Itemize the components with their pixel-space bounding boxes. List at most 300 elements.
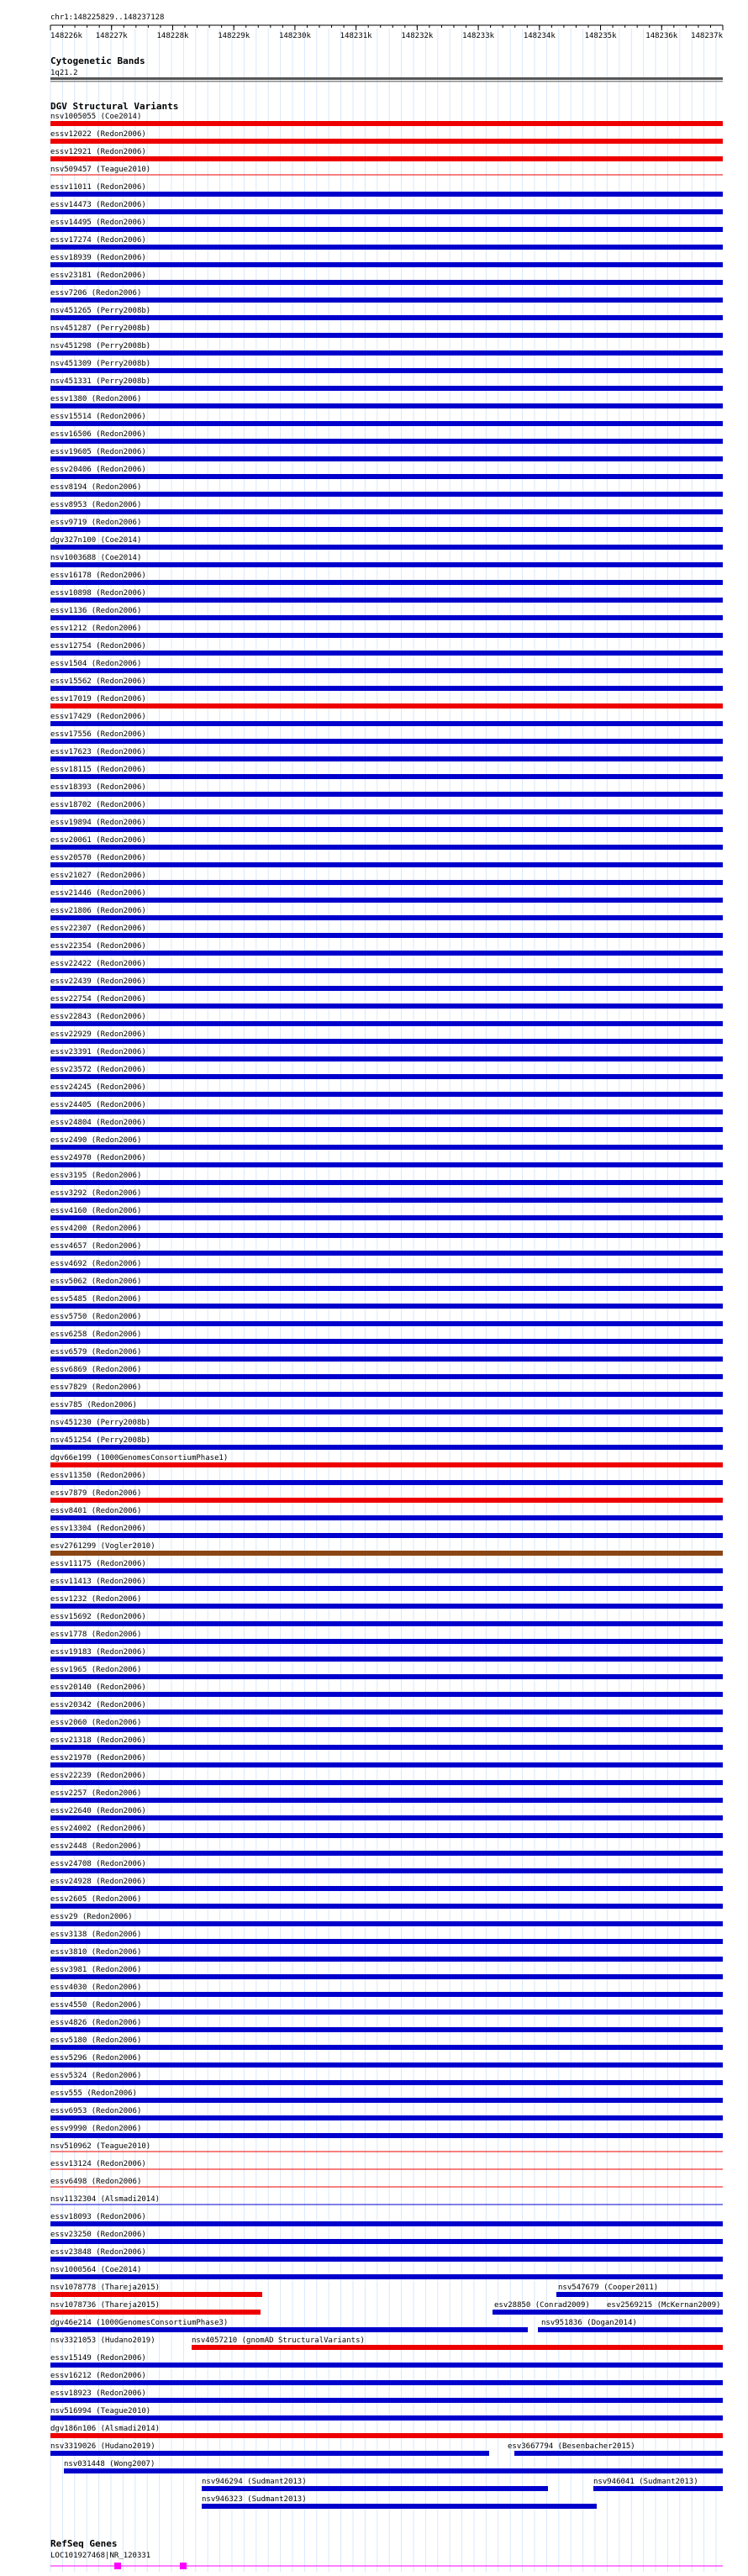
dgv-track-title: DGV Structural Variants xyxy=(50,101,179,112)
variant-bar[interactable] xyxy=(50,2310,261,2315)
variant-label: nsv451287 (Perry2008b) xyxy=(50,324,151,333)
variant-bar[interactable] xyxy=(593,2486,723,2491)
variant-label: essv4826 (Redon2006) xyxy=(50,2019,142,2027)
variant-bar[interactable] xyxy=(50,1851,723,1856)
variant-bar[interactable] xyxy=(202,2486,548,2491)
variant-label: essv18093 (Redon2006) xyxy=(50,2213,146,2221)
variant-label: dgv46e214 (1000GenomesConsortiumPhase3) xyxy=(50,2319,229,2327)
variant-label: essv4030 (Redon2006) xyxy=(50,1983,142,1992)
variant-label: nsv946294 (Sudmant2013) xyxy=(202,2478,307,2486)
variant-bar[interactable] xyxy=(192,2345,723,2350)
variant-label: essv17429 (Redon2006) xyxy=(50,713,146,721)
ruler-tick-label: 148235k xyxy=(584,32,617,40)
variant-label: essv5485 (Redon2006) xyxy=(50,1295,142,1304)
variant-bar[interactable] xyxy=(50,2398,723,2403)
variant-bar[interactable] xyxy=(50,403,723,408)
variant-label: essv22439 (Redon2006) xyxy=(50,977,146,986)
variant-bar[interactable] xyxy=(50,1957,723,1962)
variant-label: essv14473 (Redon2006) xyxy=(50,201,146,209)
variant-label: dgv66e199 (1000GenomesConsortiumPhase1) xyxy=(50,1454,229,1462)
variant-bar[interactable] xyxy=(50,1092,723,1097)
variant-label: essv20140 (Redon2006) xyxy=(50,1683,146,1692)
variant-label: nsv451265 (Perry2008b) xyxy=(50,307,151,315)
variant-bar[interactable] xyxy=(50,1074,723,1079)
variant-label: essv20406 (Redon2006) xyxy=(50,466,146,474)
variant-bar[interactable] xyxy=(50,809,723,814)
variant-label: essv4200 (Redon2006) xyxy=(50,1225,142,1233)
variant-label: nsv451309 (Perry2008b) xyxy=(50,360,151,368)
variant-label: essv12022 (Redon2006) xyxy=(50,130,146,139)
variant-label: essv19894 (Redon2006) xyxy=(50,819,146,827)
variant-label: essv15562 (Redon2006) xyxy=(50,677,146,686)
variant-label: essv8194 (Redon2006) xyxy=(50,483,142,492)
variant-bar[interactable] xyxy=(50,280,723,285)
variant-label: essv6953 (Redon2006) xyxy=(50,2107,142,2115)
variant-bar[interactable] xyxy=(50,862,723,867)
cytoband-bar[interactable] xyxy=(50,77,723,80)
variant-label: essv18393 (Redon2006) xyxy=(50,783,146,792)
ruler-tick-label: 148237k xyxy=(691,32,723,40)
variant-bar[interactable] xyxy=(50,509,723,514)
variant-label: essv1380 (Redon2006) xyxy=(50,395,142,403)
variant-bar[interactable] xyxy=(50,209,723,214)
variant-label: essv21970 (Redon2006) xyxy=(50,1754,146,1762)
variant-bar[interactable] xyxy=(50,1886,723,1891)
variant-label: essv5324 (Redon2006) xyxy=(50,2072,142,2080)
variant-bar[interactable] xyxy=(50,615,723,620)
variant-label: essv23572 (Redon2006) xyxy=(50,1066,146,1074)
variant-label: essv1232 (Redon2006) xyxy=(50,1595,142,1604)
variant-label: essv17623 (Redon2006) xyxy=(50,748,146,756)
variant-label: essv13124 (Redon2006) xyxy=(50,2160,146,2168)
variant-bar[interactable] xyxy=(50,1004,723,1009)
variant-bar[interactable] xyxy=(50,1268,723,1273)
variant-bar[interactable] xyxy=(493,2310,723,2315)
variant-bar[interactable] xyxy=(50,2363,723,2368)
variant-label: essv8401 (Redon2006) xyxy=(50,1507,142,1515)
variant-bar[interactable] xyxy=(50,1674,723,1679)
variant-bar[interactable] xyxy=(50,262,723,267)
variant-bar[interactable] xyxy=(50,1709,723,1715)
variant-label: essv12921 (Redon2006) xyxy=(50,148,146,156)
variant-label: essv5180 (Redon2006) xyxy=(50,2036,142,2045)
variant-bar[interactable] xyxy=(50,1692,723,1697)
cytoband-track-title: Cytogenetic Bands xyxy=(50,55,145,66)
variant-label: nsv031448 (Wong2007) xyxy=(64,2460,155,2468)
variant-label: essv22843 (Redon2006) xyxy=(50,1013,146,1021)
variant-bar[interactable] xyxy=(50,562,723,567)
variant-bar[interactable] xyxy=(50,1056,723,1061)
variant-bar[interactable] xyxy=(50,2327,528,2332)
variant-bar[interactable] xyxy=(50,386,723,391)
variant-bar[interactable] xyxy=(50,1162,723,1167)
variant-label: essv11413 (Redon2006) xyxy=(50,1578,146,1586)
variant-label: essv22239 (Redon2006) xyxy=(50,1772,146,1780)
variant-bar[interactable] xyxy=(50,721,723,726)
variant-bar[interactable] xyxy=(50,1939,723,1944)
variant-bar[interactable] xyxy=(50,1021,723,1026)
variant-bar[interactable] xyxy=(50,1409,723,1414)
variant-bar[interactable] xyxy=(50,1639,723,1644)
variant-label: essv14495 (Redon2006) xyxy=(50,219,146,227)
variant-bar[interactable] xyxy=(50,1604,723,1609)
variant-label: essv21446 (Redon2006) xyxy=(50,889,146,898)
variant-bar[interactable] xyxy=(50,245,723,250)
ruler-tick-label: 148232k xyxy=(401,32,434,40)
variant-bar[interactable] xyxy=(50,1180,723,1185)
variant-label: nsv451254 (Perry2008b) xyxy=(50,1436,151,1445)
variant-bar[interactable] xyxy=(50,1233,723,1238)
variant-bar[interactable] xyxy=(50,1215,723,1220)
variant-bar[interactable] xyxy=(50,1356,723,1362)
variant-label: nsv547679 (Cooper2011) xyxy=(558,2284,659,2292)
variant-label: essv6258 (Redon2006) xyxy=(50,1330,142,1339)
variant-bar[interactable] xyxy=(50,2257,723,2262)
variant-bar[interactable] xyxy=(50,298,723,303)
variant-bar[interactable] xyxy=(50,368,723,373)
ruler-tick-label: 148228k xyxy=(156,32,189,40)
variant-bar[interactable] xyxy=(50,845,723,850)
variant-bar[interactable] xyxy=(50,1921,723,1926)
variant-bar[interactable] xyxy=(50,1833,723,1838)
variant-label: essv20061 (Redon2006) xyxy=(50,836,146,845)
variant-label: essv18115 (Redon2006) xyxy=(50,766,146,774)
variant-label: nsv3321053 (Hudano2019) xyxy=(50,2336,155,2345)
variant-bar[interactable] xyxy=(50,686,723,691)
variant-bar[interactable] xyxy=(50,774,723,779)
variant-bar[interactable] xyxy=(50,827,723,832)
variant-bar[interactable] xyxy=(50,1039,723,1044)
variant-label: essv24245 (Redon2006) xyxy=(50,1083,146,1092)
variant-bar[interactable] xyxy=(50,315,723,320)
variant-label: essv29 (Redon2006) xyxy=(50,1913,133,1921)
variant-bar[interactable] xyxy=(50,1657,723,1662)
variant-label: essv22354 (Redon2006) xyxy=(50,942,146,951)
variant-bar[interactable] xyxy=(50,139,723,144)
variant-bar[interactable] xyxy=(50,1339,723,1344)
variant-bar[interactable] xyxy=(50,2433,723,2438)
refseq-exon[interactable] xyxy=(114,2563,121,2569)
variant-bar[interactable] xyxy=(50,1321,723,1326)
variant-bar[interactable] xyxy=(50,1798,723,1803)
variant-bar[interactable] xyxy=(50,1533,723,1538)
variant-label: essv2060 (Redon2006) xyxy=(50,1719,142,1727)
variant-bar[interactable] xyxy=(50,2045,723,2050)
variant-bar[interactable] xyxy=(50,1392,723,1397)
variant-label: essv785 (Redon2006) xyxy=(50,1401,137,1409)
variant-bar[interactable] xyxy=(538,2327,723,2332)
cytoband-bar-outline xyxy=(50,81,723,82)
variant-label: dgv327n100 (Coe2014) xyxy=(50,536,142,545)
variant-bar[interactable] xyxy=(50,421,723,426)
variant-bar[interactable] xyxy=(50,1427,723,1432)
variant-label: nsv946041 (Sudmant2013) xyxy=(593,2478,698,2486)
variant-bar[interactable] xyxy=(50,545,723,550)
variant-label: essv23391 (Redon2006) xyxy=(50,1048,146,1056)
variant-label: essv11011 (Redon2006) xyxy=(50,183,146,192)
variant-bar[interactable] xyxy=(50,1992,723,1997)
variant-bar[interactable] xyxy=(50,2415,723,2421)
variant-label: essv21027 (Redon2006) xyxy=(50,872,146,880)
variant-label: essv21806 (Redon2006) xyxy=(50,907,146,915)
variant-label: essv6579 (Redon2006) xyxy=(50,1348,142,1356)
variant-bar[interactable] xyxy=(50,898,723,903)
variant-bar[interactable] xyxy=(50,1780,723,1785)
variant-bar[interactable] xyxy=(50,1727,723,1732)
variant-bar[interactable] xyxy=(50,1304,723,1309)
variant-label: essv20570 (Redon2006) xyxy=(50,854,146,862)
variant-label: essv1965 (Redon2006) xyxy=(50,1666,142,1674)
variant-bar[interactable] xyxy=(50,492,723,497)
variant-label: essv18702 (Redon2006) xyxy=(50,801,146,809)
variant-label: essv24928 (Redon2006) xyxy=(50,1878,146,1886)
variant-label: essv18923 (Redon2006) xyxy=(50,2389,146,2398)
variant-bar[interactable] xyxy=(50,792,723,797)
variant-label: essv11350 (Redon2006) xyxy=(50,1472,146,1480)
location-label: chr1:148225829..148237128 xyxy=(50,13,165,22)
variant-label: essv7879 (Redon2006) xyxy=(50,1489,142,1498)
variant-bar[interactable] xyxy=(50,2380,723,2385)
ruler xyxy=(50,25,724,40)
variant-bar[interactable] xyxy=(50,1198,723,1203)
variant-label: nsv1078778 (Thareja2015) xyxy=(50,2284,161,2292)
variant-label: essv1778 (Redon2006) xyxy=(50,1630,142,1639)
variant-bar[interactable] xyxy=(50,1904,723,1909)
variant-label: essv4692 (Redon2006) xyxy=(50,1260,142,1268)
variant-label: essv24708 (Redon2006) xyxy=(50,1860,146,1868)
variant-label: essv9719 (Redon2006) xyxy=(50,519,142,527)
variant-bar[interactable] xyxy=(50,933,723,938)
variant-label: essv3195 (Redon2006) xyxy=(50,1172,142,1180)
variant-label: essv2490 (Redon2006) xyxy=(50,1136,142,1145)
variant-label: nsv1005055 (Coe2014) xyxy=(50,113,142,121)
grid-lines xyxy=(50,29,716,2572)
variant-label: nsv951836 (Dogan2014) xyxy=(541,2319,637,2327)
variant-bar[interactable] xyxy=(50,2062,723,2068)
variant-bar[interactable] xyxy=(50,333,723,338)
variant-bar[interactable] xyxy=(50,1974,723,1979)
refseq-track-title: RefSeq Genes xyxy=(50,2538,118,2549)
variant-bar[interactable] xyxy=(50,668,723,673)
variant-label: esv3667794 (Besenbacher2015) xyxy=(508,2442,635,2451)
variant-bar[interactable] xyxy=(50,2274,723,2279)
variant-label: essv24970 (Redon2006) xyxy=(50,1154,146,1162)
variant-label: essv23250 (Redon2006) xyxy=(50,2231,146,2239)
variant-bar[interactable] xyxy=(50,2221,723,2226)
variant-label: essv16506 (Redon2006) xyxy=(50,430,146,439)
variant-bar[interactable] xyxy=(50,1621,723,1626)
variant-label: essv3292 (Redon2006) xyxy=(50,1189,142,1198)
variant-bar[interactable] xyxy=(50,968,723,973)
refseq-gene-label: LOC101927468|NR_120331 xyxy=(50,2552,151,2560)
ruler-tick-label: 148233k xyxy=(462,32,495,40)
variant-label: essv15514 (Redon2006) xyxy=(50,413,146,421)
variant-label: essv3810 (Redon2006) xyxy=(50,1948,142,1957)
variant-bar[interactable] xyxy=(50,1480,723,1485)
variant-label: nsv451230 (Perry2008b) xyxy=(50,1419,151,1427)
variant-bar[interactable] xyxy=(50,2292,262,2297)
variant-label: essv8953 (Redon2006) xyxy=(50,501,142,509)
variant-label: essv21318 (Redon2006) xyxy=(50,1736,146,1745)
ruler-tick-label: 148229k xyxy=(218,32,250,40)
variant-bar[interactable] xyxy=(50,633,723,638)
variant-label: essv1212 (Redon2006) xyxy=(50,624,142,633)
variant-label: essv23181 (Redon2006) xyxy=(50,271,146,280)
variant-bar[interactable] xyxy=(50,1868,723,1873)
variant-label: essv15692 (Redon2006) xyxy=(50,1613,146,1621)
variant-bar[interactable] xyxy=(50,1498,723,1503)
variant-label: nsv1132304 (Alsmadi2014) xyxy=(50,2195,161,2204)
variant-bar[interactable] xyxy=(50,1286,723,1291)
variant-label: dgv186n106 (Alsmadi2014) xyxy=(50,2425,161,2433)
variant-bar[interactable] xyxy=(50,1551,723,1556)
variant-bar[interactable] xyxy=(50,2098,723,2103)
variant-label: essv22640 (Redon2006) xyxy=(50,1807,146,1815)
variant-label: essv11175 (Redon2006) xyxy=(50,1560,146,1568)
variant-label: essv18939 (Redon2006) xyxy=(50,254,146,262)
variant-bar[interactable] xyxy=(514,2451,723,2456)
variant-label: nsv516994 (Teague2010) xyxy=(50,2407,151,2415)
variant-bar[interactable] xyxy=(50,456,723,461)
variant-bar[interactable] xyxy=(50,1251,723,1256)
variant-bar[interactable] xyxy=(50,739,723,744)
variant-label: essv24405 (Redon2006) xyxy=(50,1101,146,1109)
variant-bar[interactable] xyxy=(50,951,723,956)
variant-label: essv4657 (Redon2006) xyxy=(50,1242,142,1251)
variant-label: nsv3319026 (Hudano2019) xyxy=(50,2442,155,2451)
variant-label: essv17274 (Redon2006) xyxy=(50,236,146,245)
variant-bar[interactable] xyxy=(50,227,723,232)
variant-label: essv19605 (Redon2006) xyxy=(50,448,146,456)
variant-label: essv12754 (Redon2006) xyxy=(50,642,146,651)
variant-label: essv22929 (Redon2006) xyxy=(50,1030,146,1039)
variant-label: nsv451331 (Perry2008b) xyxy=(50,377,151,386)
dgv-track xyxy=(50,113,723,2509)
variant-bar[interactable] xyxy=(50,2027,723,2032)
variant-label: essv19183 (Redon2006) xyxy=(50,1648,146,1657)
variant-bar[interactable] xyxy=(64,2468,723,2473)
variant-bar[interactable] xyxy=(50,156,723,161)
variant-label: essv24002 (Redon2006) xyxy=(50,1825,146,1833)
variant-bar[interactable] xyxy=(50,1127,723,1132)
ruler-tick-label: 148227k xyxy=(95,32,128,40)
variant-label: essv2605 (Redon2006) xyxy=(50,1895,142,1904)
variant-bar[interactable] xyxy=(50,2451,489,2456)
variant-bar[interactable] xyxy=(50,2080,723,2085)
variant-label: essv13304 (Redon2006) xyxy=(50,1525,146,1533)
variant-label: esv2761299 (Vogler2010) xyxy=(50,1542,155,1551)
variant-label: essv7206 (Redon2006) xyxy=(50,289,142,298)
variant-label: nsv946323 (Sudmant2013) xyxy=(202,2495,307,2504)
variant-bar[interactable] xyxy=(50,915,723,920)
variant-label: essv15149 (Redon2006) xyxy=(50,2354,146,2363)
variant-label: esv2569215 (McKernan2009) xyxy=(607,2301,721,2310)
variant-bar[interactable] xyxy=(50,756,723,761)
variant-bar[interactable] xyxy=(50,1745,723,1750)
variant-bar[interactable] xyxy=(50,651,723,656)
variant-bar[interactable] xyxy=(50,2115,723,2120)
variant-label: essv2448 (Redon2006) xyxy=(50,1842,142,1851)
ruler-tick-label: 148236k xyxy=(645,32,678,40)
variant-label: essv555 (Redon2006) xyxy=(50,2089,137,2098)
variant-bar[interactable] xyxy=(50,474,723,479)
variant-bar[interactable] xyxy=(50,598,723,603)
variant-bar[interactable] xyxy=(50,580,723,585)
variant-label: essv17019 (Redon2006) xyxy=(50,695,146,703)
variant-bar[interactable] xyxy=(50,2239,723,2244)
cytoband-label: 1q21.2 xyxy=(50,69,78,77)
variant-bar[interactable] xyxy=(50,880,723,885)
variant-label: essv22754 (Redon2006) xyxy=(50,995,146,1004)
variant-label: essv22307 (Redon2006) xyxy=(50,925,146,933)
variant-bar[interactable] xyxy=(50,2133,723,2138)
variant-label: essv20342 (Redon2006) xyxy=(50,1701,146,1709)
variant-label: essv24804 (Redon2006) xyxy=(50,1119,146,1127)
variant-label: essv3981 (Redon2006) xyxy=(50,1966,142,1974)
variant-label: essv17556 (Redon2006) xyxy=(50,730,146,739)
variant-label: essv3138 (Redon2006) xyxy=(50,1931,142,1939)
variant-bar[interactable] xyxy=(556,2292,723,2297)
variant-label: nsv1078736 (Thareja2015) xyxy=(50,2301,161,2310)
variant-bar[interactable] xyxy=(50,1462,723,1467)
variant-bar[interactable] xyxy=(202,2504,597,2509)
variant-label: essv5296 (Redon2006) xyxy=(50,2054,142,2062)
variant-bar[interactable] xyxy=(50,192,723,197)
variant-label: essv5750 (Redon2006) xyxy=(50,1313,142,1321)
variant-label: essv1504 (Redon2006) xyxy=(50,660,142,668)
variant-label: essv4550 (Redon2006) xyxy=(50,2001,142,2010)
variant-label: essv22422 (Redon2006) xyxy=(50,960,146,968)
variant-label: essv16178 (Redon2006) xyxy=(50,572,146,580)
variant-label: essv9990 (Redon2006) xyxy=(50,2125,142,2133)
variant-bar[interactable] xyxy=(50,350,723,356)
variant-label: essv4160 (Redon2006) xyxy=(50,1207,142,1215)
variant-bar[interactable] xyxy=(50,1568,723,1573)
variant-bar[interactable] xyxy=(50,703,723,709)
variant-label: essv1136 (Redon2006) xyxy=(50,607,142,615)
variant-label: nsv509457 (Teague2010) xyxy=(50,166,151,174)
variant-bar[interactable] xyxy=(50,2010,723,2015)
variant-label: nsv510962 (Teague2010) xyxy=(50,2142,151,2151)
variant-bar[interactable] xyxy=(50,527,723,532)
variant-bar[interactable] xyxy=(50,986,723,991)
variant-bar[interactable] xyxy=(50,1445,723,1450)
variant-label: nsv4057210 (gnomAD StructuralVariants) xyxy=(192,2336,365,2345)
ruler-tick-label: 148230k xyxy=(278,32,311,40)
variant-bar[interactable] xyxy=(50,121,723,126)
ruler-tick-label: 148231k xyxy=(340,32,372,40)
variant-bar[interactable] xyxy=(50,1815,723,1820)
variant-bar[interactable] xyxy=(50,1109,723,1114)
variant-label: nsv451298 (Perry2008b) xyxy=(50,342,151,350)
variant-label: essv23848 (Redon2006) xyxy=(50,2248,146,2257)
variant-label: essv6869 (Redon2006) xyxy=(50,1366,142,1374)
variant-bar[interactable] xyxy=(50,1586,723,1591)
refseq-exon[interactable] xyxy=(180,2563,187,2569)
variant-bar[interactable] xyxy=(50,1374,723,1379)
variant-bar[interactable] xyxy=(50,1762,723,1767)
variant-bar[interactable] xyxy=(50,1145,723,1150)
variant-label: esv28850 (Conrad2009) xyxy=(494,2301,590,2310)
variant-bar[interactable] xyxy=(50,439,723,444)
variant-label: nsv1003688 (Coe2014) xyxy=(50,554,142,562)
variant-label: essv10898 (Redon2006) xyxy=(50,589,146,598)
variant-label: essv6498 (Redon2006) xyxy=(50,2178,142,2186)
ruler-tick-label: 148226k xyxy=(50,32,82,40)
variant-label: essv2257 (Redon2006) xyxy=(50,1789,142,1798)
variant-bar[interactable] xyxy=(50,1515,723,1520)
variant-label: essv7829 (Redon2006) xyxy=(50,1383,142,1392)
